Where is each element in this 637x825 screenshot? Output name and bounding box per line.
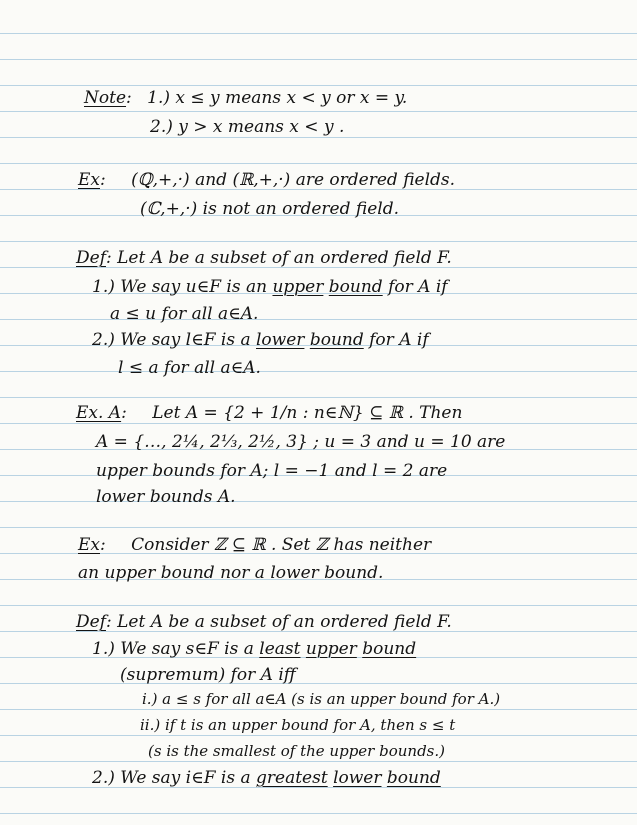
def2-sub1: i.) a ≤ s for all a∈A (s is an upper bound for A.) <box>142 690 501 708</box>
def2-sub2-line <box>140 718 455 733</box>
def2-sub2b-line <box>148 744 445 759</box>
term-upper-2: upper <box>305 639 357 659</box>
ex2-label: Ex <box>78 535 100 555</box>
exA-text-2: A = {…, 2¼, 2⅓, 2½, 3} ; u = 3 and u = 10 are <box>96 432 506 452</box>
term-greatest: greatest <box>256 768 328 788</box>
exA-label: Ex. A <box>76 403 122 423</box>
term-lower-2: lower <box>333 768 382 788</box>
def1-item2-post: for A if <box>363 330 429 350</box>
def2-item2-line <box>92 770 441 787</box>
def1-item2-cond: l ≤ a for all a∈A. <box>118 358 261 378</box>
note-item2-text: y > x means x < y . <box>178 117 345 137</box>
term-bound-3: bound <box>362 639 417 659</box>
ex1-label: Ex <box>78 170 100 190</box>
def1-item2-pre: 2.) We say l∈F is a <box>92 330 256 350</box>
exA-line-4 <box>96 489 236 506</box>
term-least: least <box>259 639 301 659</box>
exA-line-3 <box>96 463 447 480</box>
note-label: Note <box>84 88 127 108</box>
term-upper: upper <box>272 277 324 297</box>
def2-sub2: ii.) if t is an upper bound for A, then s ≤ t <box>140 716 456 734</box>
exA-line-1: Ex. A: Let A = {2 + 1/n : n∈ℕ} ⊆ ℝ . Then <box>76 403 463 423</box>
def2-label: Def <box>76 612 106 632</box>
exA-text-4: lower bounds A. <box>96 487 236 507</box>
def2-item2-pre: 2.) We say i∈F is a <box>92 768 256 788</box>
def2-item1-line <box>92 641 416 658</box>
term-bound-2: bound <box>309 330 364 350</box>
def1-item1-pre: 1.) We say u∈F is an <box>92 277 273 297</box>
def1-intro-line: Def: Let A be a subset of an ordered field F. <box>76 248 452 268</box>
exA-line-2 <box>96 434 505 451</box>
note-line-1: Note: 1.) x ≤ y means x < y or x = y. <box>84 88 408 108</box>
ex1-line-2 <box>140 201 399 218</box>
def2-item1-text-2: (supremum) for A iff <box>120 665 296 685</box>
ex1-line-1: Ex: (ℚ,+,·) and (ℝ,+,·) are ordered fields. <box>78 170 456 190</box>
def1-item2-line <box>92 332 429 349</box>
def1-label: Def <box>76 248 106 268</box>
def1-item1-post: for A if <box>382 277 448 297</box>
note-item2-num: 2.) <box>150 117 173 137</box>
note-item1-num: 1.) <box>147 88 171 108</box>
ex1-text-1: (ℚ,+,·) and (ℝ,+,·) are ordered fields. <box>131 170 456 190</box>
def2-intro: Let A be a subset of an ordered field F. <box>117 612 452 632</box>
def1-item2-cond-line <box>118 360 261 377</box>
def2-intro-line: Def: Let A be a subset of an ordered field F. <box>76 612 452 632</box>
exA-text-3: upper bounds for A; l = −1 and l = 2 are <box>96 461 448 481</box>
def1-item1-cond-line <box>110 306 258 323</box>
term-lower: lower <box>256 330 305 350</box>
ex2-line-1: Ex: Consider ℤ ⊆ ℝ . Set ℤ has neither <box>78 535 432 555</box>
def2-item1-pre: 1.) We say s∈F is a <box>92 639 260 659</box>
ex2-text-2: an upper bound nor a lower bound. <box>78 563 384 583</box>
def2-sub2b: (s is the smallest of the upper bounds.) <box>148 742 445 760</box>
def2-item1-line-2 <box>120 667 296 684</box>
term-bound-4: bound <box>386 768 441 788</box>
def1-item1-line <box>92 279 448 296</box>
ex2-text-1: Consider ℤ ⊆ ℝ . Set ℤ has neither <box>131 535 432 555</box>
term-bound: bound <box>328 277 383 297</box>
def1-item1-cond: a ≤ u for all a∈A. <box>110 304 259 324</box>
def2-sub1-line <box>142 692 500 707</box>
note-line-2 <box>150 119 344 136</box>
note-item1-text: x ≤ y means x < y or x = y. <box>175 88 408 108</box>
ex2-line-2 <box>78 565 383 582</box>
ex1-text-2: (ℂ,+,·) is not an ordered field. <box>140 199 400 219</box>
def1-intro: Let A be a subset of an ordered field F. <box>117 248 452 268</box>
exA-text-1: Let A = {2 + 1/n : n∈ℕ} ⊆ ℝ . Then <box>152 403 463 423</box>
